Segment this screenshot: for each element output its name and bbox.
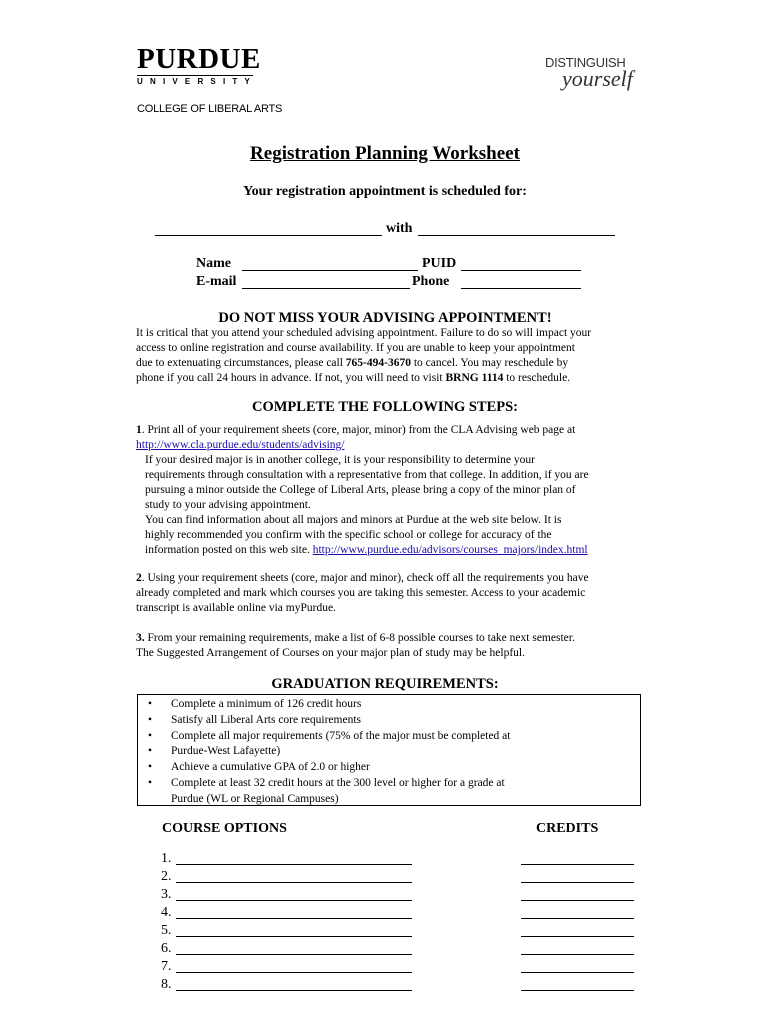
credits-heading: CREDITS: [536, 821, 599, 836]
email-field[interactable]: [242, 288, 410, 289]
credit-field[interactable]: [521, 937, 634, 955]
bullet-icon: •: [148, 761, 153, 774]
course-row-number: 8.: [161, 977, 172, 992]
puid-field[interactable]: [461, 270, 581, 271]
list-item: • Complete a minimum of 126 credit hours: [148, 697, 510, 713]
course-field[interactable]: [176, 919, 412, 937]
list-item: • Complete all major requirements (75% of the major must be completed at: [148, 729, 510, 745]
step-3: 3. From your remaining requirements, make a list of 6-8 possible courses to take next semester. The Suggested Arrangement of Courses on your major plan of study may be helpful.: [136, 632, 575, 659]
course-field[interactable]: [176, 937, 412, 955]
appointment-date-field[interactable]: [155, 235, 382, 236]
graduation-requirements-list: [148, 697, 510, 808]
phone-label: Phone: [412, 274, 450, 289]
list-item: • Complete at least 32 credit hours at the 300 level or higher for a grade at: [148, 776, 510, 792]
with-label: with: [386, 221, 413, 236]
college-name: COLLEGE OF LIBERAL ARTS: [137, 103, 283, 115]
list-item: • Purdue-West Lafayette): [148, 744, 510, 760]
course-row-number: 5.: [161, 923, 172, 938]
cla-advising-link[interactable]: http://www.cla.purdue.edu/students/advising/: [136, 439, 345, 451]
step-1-details: If your desired major is in another college, it is your responsibility to determine your requirements through consultation with a representative from that college. In addition, if you are pursuing a minor outside the College of Liberal Arts, please bring a copy of the minor plan of study to your advising appointment. You can find information about all majors and minors at Purdue at the web site below. It is highly recommended you confirm with the specific school or college for accuracy of the information posted on this web site. http://www.purdue.edu/advisors/courses_majors/index.html: [145, 454, 589, 556]
bullet-icon: •: [148, 698, 153, 710]
step-1: 1. Print all of your requirement sheets (core, major, minor) from the CLA Advising web page at http://www.cla.purdue.edu/students/advising/: [136, 424, 576, 451]
advising-phone: 765-494-3670: [345, 357, 411, 369]
course-row-number: 1.: [161, 851, 172, 866]
list-item: • Satisfy all Liberal Arts core requirements: [148, 713, 510, 729]
course-row-number: 7.: [161, 959, 172, 974]
bullet-icon: •: [148, 729, 153, 742]
list-item-continuation: Purdue (WL or Regional Campuses): [171, 792, 339, 805]
graduation-heading: GRADUATION REQUIREMENTS:: [271, 676, 499, 692]
warning-heading: DO NOT MISS YOUR ADVISING APPOINTMENT!: [218, 310, 552, 326]
bullet-icon: •: [148, 713, 153, 726]
credit-field[interactable]: [521, 883, 634, 901]
credit-field[interactable]: [521, 955, 634, 973]
phone-field[interactable]: [461, 288, 581, 289]
page-title: Registration Planning Worksheet: [250, 143, 520, 164]
purdue-logo-wordmark: PURDUE: [137, 43, 261, 75]
course-field[interactable]: [176, 901, 412, 919]
email-label: E-mail: [196, 274, 237, 289]
course-field[interactable]: [176, 955, 412, 973]
course-row-number: 2.: [161, 869, 172, 884]
tagline-distinguish: DISTINGUISH: [545, 55, 626, 70]
credit-field[interactable]: [521, 919, 634, 937]
course-field[interactable]: [176, 865, 412, 883]
course-field[interactable]: [176, 883, 412, 901]
bullet-icon: •: [148, 745, 153, 758]
advising-room: BRNG 1114: [445, 372, 504, 384]
list-item: • Achieve a cumulative GPA of 2.0 or higher: [148, 760, 510, 776]
appointment-prompt: Your registration appointment is scheduled for:: [243, 184, 527, 199]
warning-paragraph: It is critical that you attend your scheduled advising appointment. Failure to do so will impact your access to online registration and course availability. If you are unable to keep your appointment due to extenuating circumstances, please call 765-494-3670 to cancel. You may reschedule by phone if you call 24 hours in advance. If not, you will need to visit BRNG 1114 to reschedule.: [136, 327, 592, 384]
name-label: Name: [196, 256, 231, 271]
course-field[interactable]: [176, 973, 412, 991]
advisor-field[interactable]: [418, 235, 615, 236]
course-row-number: 3.: [161, 887, 172, 902]
puid-label: PUID: [422, 256, 457, 271]
tagline-yourself: yourself: [562, 66, 633, 91]
credit-field[interactable]: [521, 973, 634, 991]
steps-heading: COMPLETE THE FOLLOWING STEPS:: [251, 399, 519, 415]
name-field[interactable]: [242, 270, 418, 271]
course-options-heading: COURSE OPTIONS: [162, 821, 287, 836]
credit-field[interactable]: [521, 865, 634, 883]
course-field[interactable]: [176, 847, 412, 865]
credit-field[interactable]: [521, 847, 634, 865]
course-row-number: 4.: [161, 905, 172, 920]
credit-field[interactable]: [521, 901, 634, 919]
step-2: 2. Using your requirement sheets (core, major and minor), check off all the requirements you have already completed and mark which courses you are taking this semester. Access to your academic transcript is available online via myPurdue.: [136, 572, 589, 614]
bullet-icon: •: [148, 776, 153, 789]
purdue-logo-university: UNIVERSITY: [137, 77, 258, 86]
course-row-number: 6.: [161, 941, 172, 956]
majors-index-link[interactable]: http://www.purdue.edu/advisors/courses_majors/index.html: [312, 544, 588, 556]
